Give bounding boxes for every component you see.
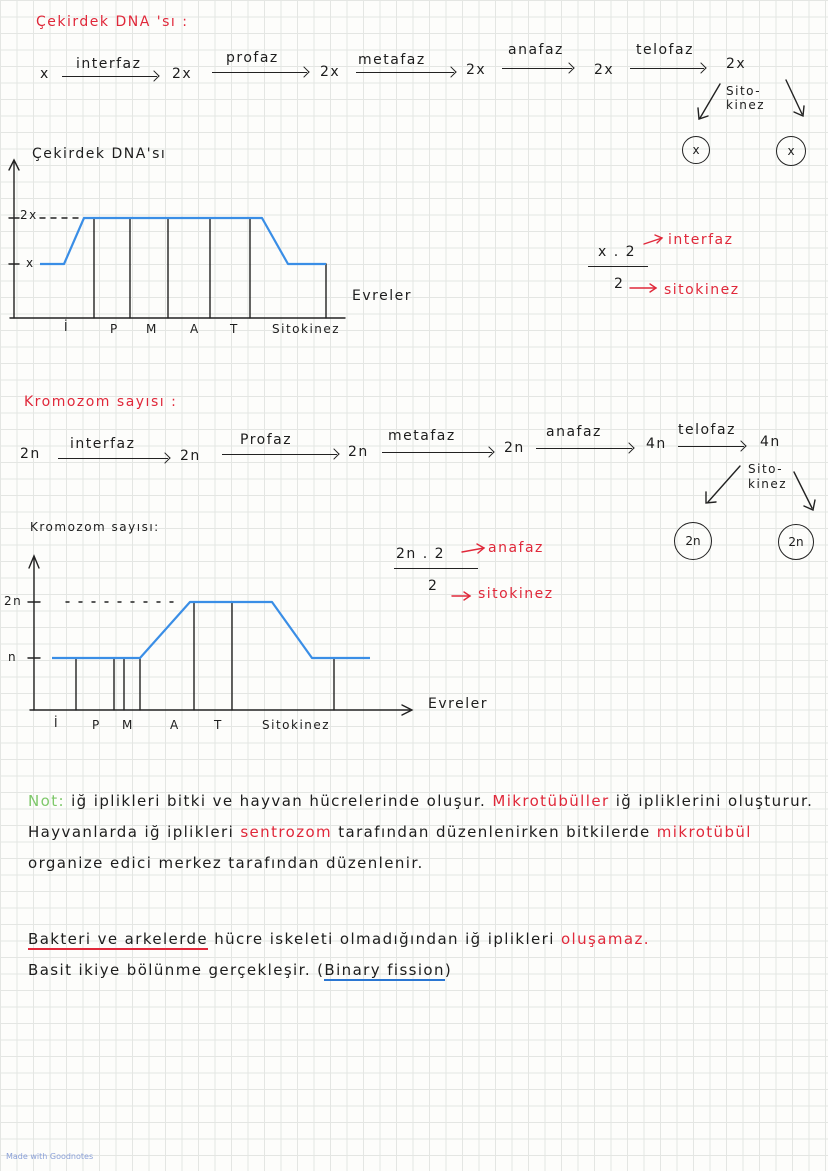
chromosome-start-value: 2n <box>20 446 41 462</box>
dna-phase-label-sitokinez: Sitokinez <box>272 322 341 336</box>
chromosome-phase-label-t: T <box>214 718 223 732</box>
note-highlight-mikrotubul: mikrotübül <box>656 823 752 841</box>
goodnotes-watermark: Made with Goodnotes <box>6 1152 94 1161</box>
chromosome-phase-label-i: İ <box>54 716 60 730</box>
dna-phase-label-i: İ <box>64 320 70 334</box>
dna-phase-label-p: P <box>110 322 119 336</box>
note-text-2b: hücre iskeleti olmadığından iğ iplikleri <box>214 930 555 948</box>
chromosome-graph-ytick-high: 2n <box>4 594 23 608</box>
note-paragraph-1 <box>28 786 818 879</box>
dna-daughter-cell-2: x <box>776 136 806 166</box>
chromosome-formula-numerator: 2n . 2 <box>396 546 446 562</box>
chromosome-phase-metafaz: metafaz <box>388 428 456 444</box>
dna-content-curve <box>40 218 326 264</box>
chromosome-section-title: Kromozom sayısı : <box>24 394 178 410</box>
dna-phase-profaz: profaz <box>226 50 279 66</box>
chromosome-value-5: 4n <box>760 434 781 450</box>
dna-phase-label-t: T <box>230 322 239 336</box>
chromosome-graph-ytick-low: n <box>8 650 18 664</box>
chromosome-value-3: 2n <box>504 440 525 456</box>
dna-phase-interfaz: interfaz <box>76 56 142 72</box>
dna-phase-telofaz: telofaz <box>636 42 694 58</box>
dna-formula-note-top: interfaz <box>668 232 734 248</box>
note-text-1c: iğ ipliklerini oluşturur. Hayvanlarda iğ iplikleri <box>28 792 814 841</box>
chromosome-graph-xlabel: Evreler <box>428 696 488 712</box>
note-underlined-bakteri-arkeler: Bakteri ve arkelerde <box>28 930 209 948</box>
dna-formula-note-bottom: sitokinez <box>664 282 740 298</box>
note-binary-fission: (Binary fission) <box>317 961 453 979</box>
dna-value-3: 2x <box>466 62 487 78</box>
chromosome-phase-label-sitokinez: Sitokinez <box>262 718 331 732</box>
note-highlight-mikrotubuller: Mikrotübüller <box>492 792 610 810</box>
chromosome-count-curve <box>52 602 370 658</box>
dna-phase-anafaz: anafaz <box>508 42 564 58</box>
dna-graph-title: Çekirdek DNA'sı <box>32 146 167 162</box>
dna-section-title: Çekirdek DNA 'sı : <box>36 14 189 30</box>
chromosome-phase-telofaz: telofaz <box>678 422 736 438</box>
dna-graph-ytick-high: 2x <box>20 208 38 222</box>
chromosome-phase-label-a: A <box>170 718 180 732</box>
chromosome-formula-denominator: 2 <box>428 578 439 594</box>
dna-start-value: x <box>40 66 50 82</box>
chromosome-daughter-cell-1: 2n <box>674 522 712 560</box>
chromosome-phase-anafaz: anafaz <box>546 424 602 440</box>
note-text-1a: iğ iplikleri bitki ve hayvan hücrelerinde oluşur. <box>71 792 487 810</box>
dna-phase-label-m: M <box>146 322 158 336</box>
dna-graph-ytick-low: x <box>26 256 35 270</box>
chromosome-graph-title: Kromozom sayısı: <box>30 520 160 534</box>
chromosome-phase-profaz: Profaz <box>240 432 293 448</box>
chromosome-value-1: 2n <box>180 448 201 464</box>
chromosome-formula-note-top: anafaz <box>488 540 544 556</box>
dna-daughter-cell-1: x <box>682 136 710 164</box>
chromosome-phase-label-p: P <box>92 718 101 732</box>
note-text-2d: Basit ikiye bölünme gerçekleşir. <box>28 961 311 979</box>
chromosome-formula-note-bottom: sitokinez <box>478 586 554 602</box>
note-paragraph-2 <box>28 924 818 986</box>
chromosome-phase-interfaz: interfaz <box>70 436 136 452</box>
dna-value-2: 2x <box>320 64 341 80</box>
dna-formula-numerator: x . 2 <box>598 244 637 260</box>
dna-graph-xlabel: Evreler <box>352 288 412 304</box>
dna-value-5: 2x <box>726 56 747 72</box>
note-text-1e: tarafından düzenlenirken bitkilerde <box>338 823 651 841</box>
chromosome-value-2: 2n <box>348 444 369 460</box>
dna-value-1: 2x <box>172 66 193 82</box>
chromosome-value-4: 4n <box>646 436 667 452</box>
dna-value-4: 2x <box>594 62 615 78</box>
dna-phase-label-a: A <box>190 322 200 336</box>
dna-phase-metafaz: metafaz <box>358 52 426 68</box>
note-text-1g: organize edici merkez tarafından düzenlenir. <box>28 854 424 872</box>
chromosome-daughter-cell-2: 2n <box>778 524 814 560</box>
dna-cytokinesis-label: Sito- kinez <box>726 84 766 112</box>
note-highlight-sentrozom: sentrozom <box>240 823 333 841</box>
note-label: Not: <box>28 792 65 810</box>
note-highlight-olusamaz: oluşamaz. <box>560 930 650 948</box>
chromosome-cytokinesis-label: Sito- kinez <box>748 462 788 491</box>
chromosome-phase-label-m: M <box>122 718 134 732</box>
dna-formula-denominator: 2 <box>614 276 625 292</box>
